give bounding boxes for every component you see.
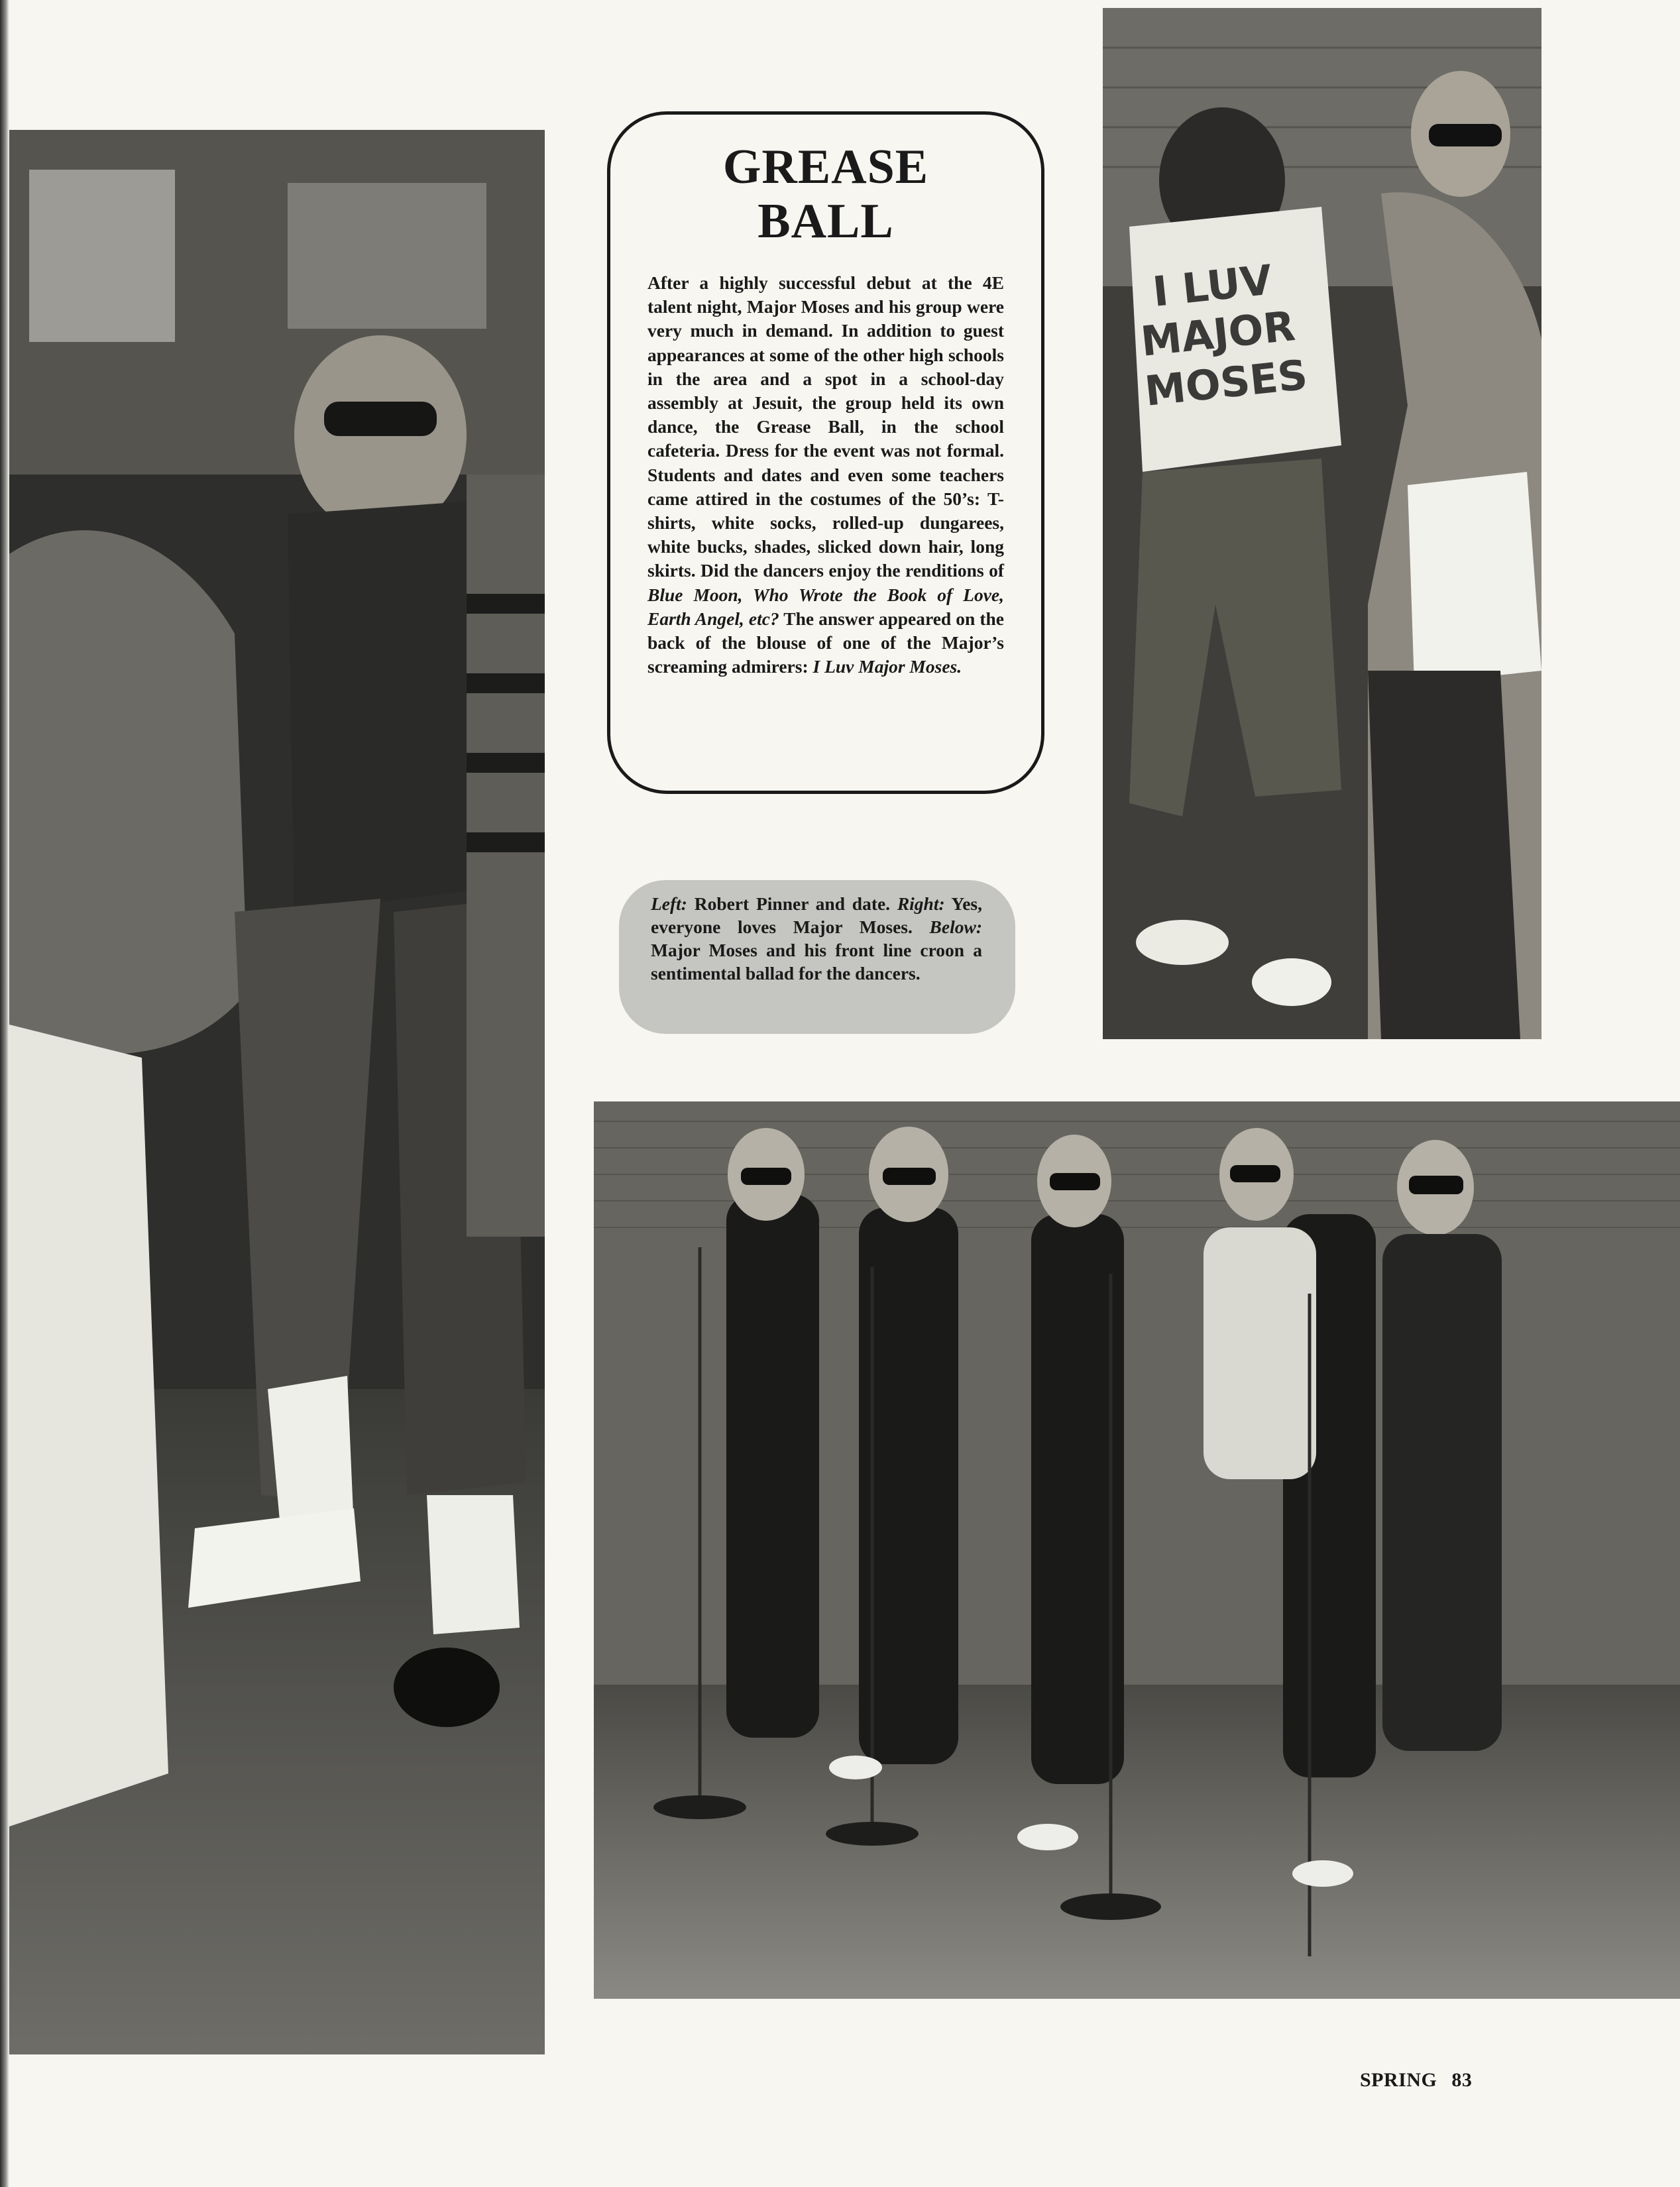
shirt-text-line-1: I LUV [1150,255,1274,316]
page-folio [1360,2069,1472,2092]
story-box [607,111,1044,794]
folio-section: SPRING [1360,2069,1437,2091]
story-title-line-2: BALL [757,194,894,249]
shirt-text-line-3: MOSES [1142,350,1310,416]
caption-right-label: Right: [897,893,945,914]
story-title [647,140,1004,249]
story-body-text: After a highly successful debut at the 4E talent night, Major Moses and his group were very much in demand. In addition to guest appearances at some of the other high schools in the area and a spot in a school-day assembly at Jesuit, the group held its own dance, the Grease Ball, in the school cafeteria. Dress for the event was not formal. Students and dates and even some teachers came attired in the costumes of the 50’s: T-shirts, white socks, rolled-up dungarees, white bucks, shades, slicked down hair, long skirts. Did the dancers enjoy the renditions of [647,272,1004,581]
photo-major-moses-fan-image [1103,8,1541,1039]
caption-right-text: Yes, everyone loves Major Moses. [651,893,982,937]
story-closing-quote: I Luv Major Moses. [812,656,962,677]
caption-left-label: Left: [651,893,687,914]
binding-edge [0,0,9,2187]
photo-dancers-left [9,130,545,2054]
photo-major-moses-singers [594,1101,1680,1999]
photo-dancers-left-image [9,130,545,2054]
photo-caption [619,880,1015,1034]
story-body [647,271,1004,679]
photo-major-moses-singers-image [594,1101,1680,1999]
story-title-line-1: GREASE [722,140,929,194]
caption-left-text: Robert Pinner and date. [687,893,897,914]
story-song-titles: Blue Moon, Who Wrote the Book of Love, Earth Angel, etc? [647,584,1004,629]
caption-below-text: Major Moses and his front line croon a sentimental ballad for the dancers. [651,940,982,983]
photo-major-moses-fan [1103,8,1541,1039]
caption-below-label: Below: [929,917,982,937]
page-number: 83 [1451,2069,1473,2091]
shirt-text-line-2: MAJOR [1138,301,1298,366]
story-body-text-continued: The answer appeared on the back of the blouse of one of the Major’s screaming admirers: [647,608,1004,677]
